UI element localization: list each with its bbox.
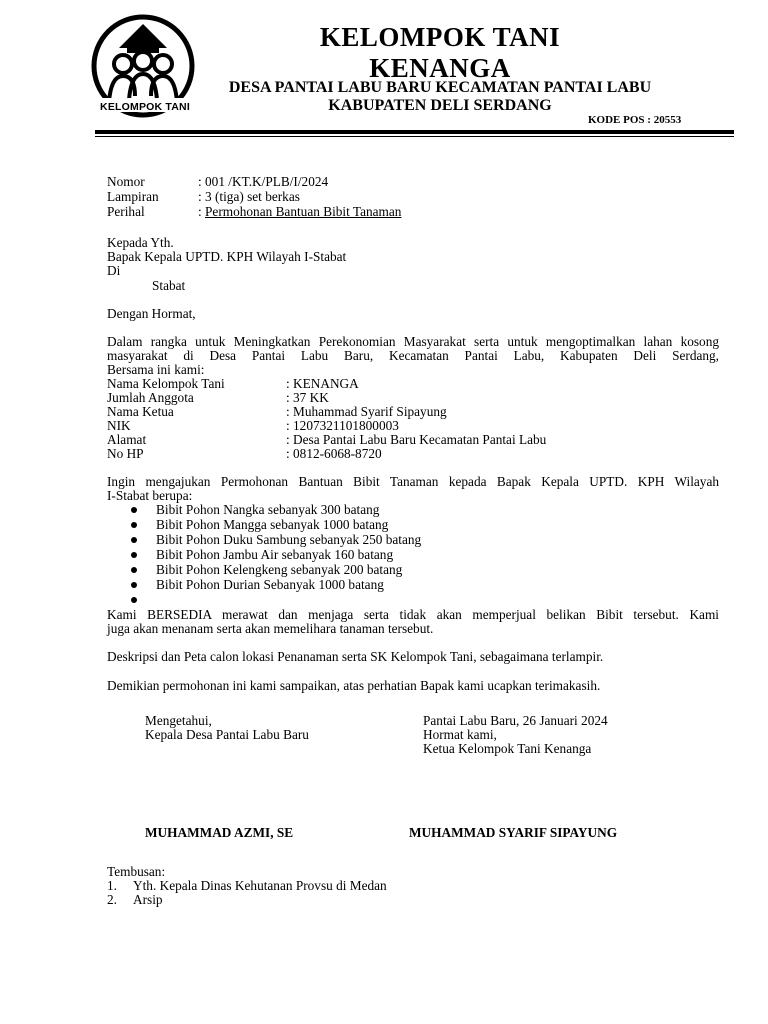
bullet-icon (131, 582, 137, 588)
nomor-label: Nomor (107, 174, 145, 189)
left-signature-line2: Kepala Desa Pantai Labu Baru (145, 727, 309, 742)
list-item-text: Bibit Pohon Durian Sebanyak 1000 batang (156, 577, 384, 592)
greeting: Dengan Hormat, (107, 306, 196, 321)
detail-value: : 1207321101800003 (286, 418, 399, 433)
detail-value: : 0812-6068-8720 (286, 446, 382, 461)
commitment-paragraph: Kami BERSEDIA merawat dan menjaga serta tidak akan memperjual belikan Bibit tersebut. Kami (107, 607, 719, 622)
cc-item-number: 2. (107, 892, 117, 907)
detail-label: Alamat (107, 432, 147, 447)
logo-label: KELOMPOK TANI (100, 101, 190, 113)
cc-item-text: Arsip (133, 892, 163, 907)
bullet-icon (131, 567, 137, 573)
detail-label: Nama Kelompok Tani (107, 376, 225, 391)
description-line: Deskripsi dan Peta calon lokasi Penanaman serta SK Kelompok Tani, sebagaimana terlampir. (107, 649, 604, 664)
right-signatory-name: MUHAMMAD SYARIF SIPAYUNG (409, 825, 618, 840)
cc-item-text: Yth. Kepala Dinas Kehutanan Provsu di Medan (133, 878, 387, 893)
list-item-text: Bibit Pohon Duku Sambung sebanyak 250 batang (156, 532, 422, 547)
address-line1: DESA PANTAI LABU BARU KECAMATAN PANTAI LABU (228, 79, 652, 96)
perihal-value: Permohonan Bantuan Bibit Tanaman (205, 204, 402, 219)
bullet-icon (131, 537, 137, 543)
detail-label: Nama Ketua (107, 404, 174, 419)
header-divider-thick (95, 130, 734, 134)
list-item-text: Bibit Pohon Jambu Air sebanyak 160 batang (156, 547, 394, 562)
bullet-icon (131, 507, 137, 513)
closing-line: Demikian permohonan ini kami sampaikan, atas perhatian Bapak kami ucapkan terimakasih. (107, 678, 601, 693)
detail-value: : Muhammad Syarif Sipayung (286, 404, 447, 419)
commitment-last-line: juga akan menanam serta akan memelihara tanaman tersebut. (107, 621, 434, 636)
recipient-line3: Di (107, 263, 121, 278)
lampiran-value: : 3 (tiga) set berkas (198, 189, 300, 204)
detail-value: : 37 KK (286, 390, 329, 405)
organization-name-line2: KENANGA (369, 53, 511, 83)
address-line2: KABUPATEN DELI SERDANG (328, 97, 552, 114)
postal-code: KODE POS : 20553 (588, 114, 682, 126)
nomor-value: : 001 /KT.K/PLB/I/2024 (198, 174, 329, 189)
list-item-text: Bibit Pohon Nangka sebanyak 300 batang (156, 502, 380, 517)
organization-name-line1: KELOMPOK TANI (319, 22, 561, 52)
detail-value: : Desa Pantai Labu Baru Kecamatan Pantai Labu (286, 432, 547, 447)
detail-label: Jumlah Anggota (107, 390, 194, 405)
intro-paragraph: Dalam rangka untuk Meningkatkan Perekonomian Masyarakat serta untuk mengoptimalkan lahan kosong masyarakat di Desa Pantai Labu Baru, Kecamatan Pantai Labu, Kabupaten Deli Serdang, (107, 334, 719, 363)
right-signature-line2: Hormat kami, (423, 727, 497, 742)
recipient-line1: Kepada Yth. (107, 235, 174, 250)
recipient-city: Stabat (152, 278, 186, 293)
detail-label: No HP (107, 446, 144, 461)
request-last-line: I-Stabat berupa: (107, 488, 193, 503)
header-divider-thin (95, 136, 734, 137)
bullet-icon (131, 552, 137, 558)
right-signature-line3: Ketua Kelompok Tani Kenanga (423, 741, 592, 756)
left-signature-line1: Mengetahui, (145, 713, 212, 728)
detail-label: NIK (107, 418, 131, 433)
cc-title: Tembusan: (107, 864, 166, 879)
list-item-text: Bibit Pohon Kelengkeng sebanyak 200 batang (156, 562, 403, 577)
bullet-icon (131, 522, 137, 528)
cc-item-number: 1. (107, 878, 117, 893)
perihal-label: Perihal (107, 204, 145, 219)
perihal-row (198, 205, 401, 219)
right-signature-date: Pantai Labu Baru, 26 Januari 2024 (423, 713, 608, 728)
left-signatory-name: MUHAMMAD AZMI, SE (145, 825, 294, 840)
recipient-line2: Bapak Kepala UPTD. KPH Wilayah I-Stabat (107, 249, 347, 264)
request-paragraph: Ingin mengajukan Permohonan Bantuan Bibit Tanaman kepada Bapak Kepala UPTD. KPH Wilayah (107, 474, 719, 489)
detail-value: : KENANGA (286, 376, 359, 391)
intro-last-line: Bersama ini kami: (107, 362, 205, 377)
lampiran-label: Lampiran (107, 189, 159, 204)
perihal-colon: : (198, 204, 206, 219)
bullet-icon (131, 597, 137, 603)
list-item-text: Bibit Pohon Mangga sebanyak 1000 batang (156, 517, 389, 532)
